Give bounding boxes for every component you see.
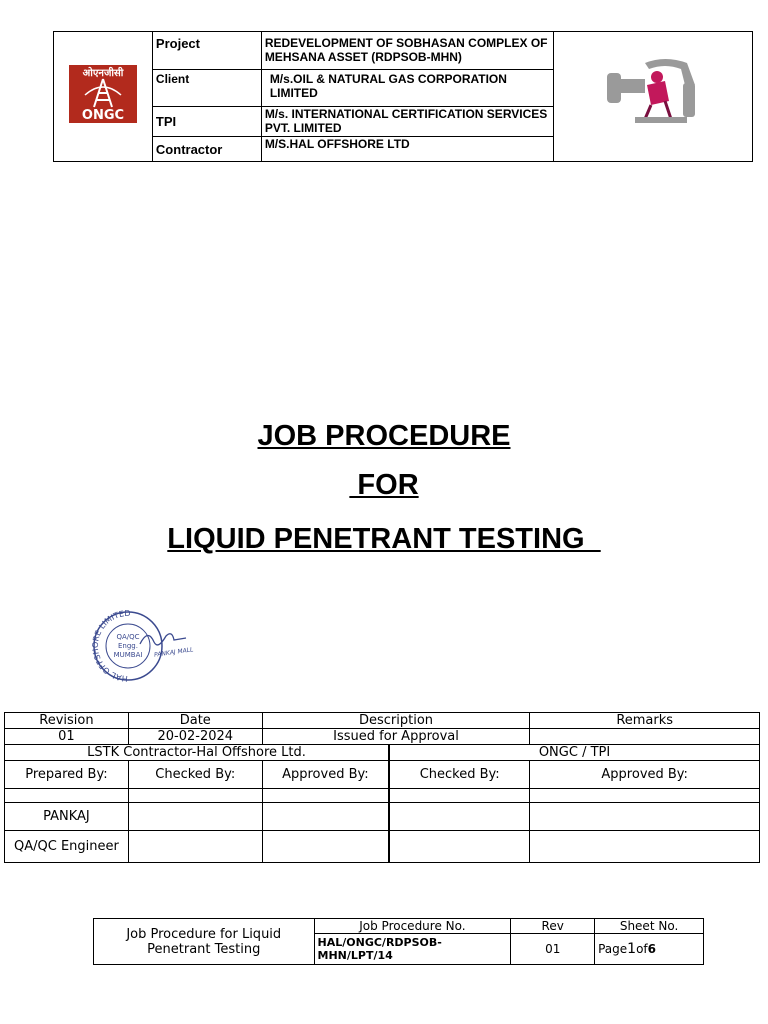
client-label: Client <box>152 70 261 107</box>
prepared-name: PANKAJ <box>5 803 129 831</box>
signature-cell <box>530 789 760 803</box>
ongc-logo-hindi: ओएनजीसी <box>82 68 124 79</box>
date-header: Date <box>128 713 262 729</box>
role-approved: Approved By: <box>262 761 389 789</box>
project-value: REDEVELOPMENT OF SOBHASAN COMPLEX OF MEHSANA ASSET (RDPSOB-MHN) <box>261 32 553 70</box>
contractor-group: LSTK Contractor-Hal Offshore Ltd. <box>5 745 390 761</box>
name-cell <box>389 803 530 831</box>
name-cell <box>128 803 262 831</box>
signature-scribble <box>140 634 186 645</box>
signature-cell <box>389 789 530 803</box>
stamp-inner-1: QA/QC <box>116 633 140 641</box>
signature-cell <box>262 789 389 803</box>
footer-page-total: 6 <box>647 942 657 956</box>
footer-doc-no: HAL/ONGC/RDPSOB-MHN/LPT/14 <box>314 934 511 965</box>
footer-rev: 01 <box>511 934 595 965</box>
designation-cell <box>262 831 389 863</box>
contractor-label: Contractor <box>152 137 261 162</box>
stamp-ring-text: HAL OFFSHORE LIMITED <box>90 608 131 684</box>
stamp-inner-2: Engg. <box>118 642 138 650</box>
designation-cell <box>530 831 760 863</box>
project-label: Project <box>152 32 261 70</box>
ongc-logo <box>69 65 137 123</box>
footer-table <box>93 918 704 965</box>
description-value: Issued for Approval <box>262 729 530 745</box>
ongc-logo-text: ONGC <box>81 108 125 123</box>
role-owner-checked: Checked By: <box>389 761 530 789</box>
client-value: M/s.OIL & NATURAL GAS CORPORATION LIMITED <box>261 70 553 107</box>
prepared-designation: QA/QC Engineer <box>5 831 129 863</box>
stamp-signature-name: PANKAJ MALL <box>153 646 194 659</box>
remarks-header: Remarks <box>530 713 760 729</box>
title-line-1: JOB PROCEDURE <box>257 420 511 452</box>
ongc-logo-cell <box>54 32 153 162</box>
designation-cell <box>128 831 262 863</box>
name-cell <box>530 803 760 831</box>
role-checked: Checked By: <box>128 761 262 789</box>
signature-cell <box>5 789 129 803</box>
qaqc-stamp <box>88 606 212 686</box>
name-cell <box>262 803 389 831</box>
footer-page-number <box>595 934 704 965</box>
tpi-value: M/s. INTERNATIONAL CERTIFICATION SERVICES PVT. LIMITED <box>261 107 553 137</box>
title-line-2: FOR <box>349 469 419 501</box>
footer-doc-title: Job Procedure for Liquid Penetrant Testing <box>94 919 315 965</box>
contractor-value: M/S.HAL OFFSHORE LTD <box>261 137 553 162</box>
remarks-value <box>530 729 760 745</box>
owner-group: ONGC / TPI <box>389 745 759 761</box>
description-header: Description <box>262 713 530 729</box>
stamp-inner-3: MUMBAI <box>113 651 143 659</box>
hal-emblem-cell <box>554 32 753 162</box>
approval-table <box>4 712 760 863</box>
designation-cell <box>389 831 530 863</box>
role-prepared: Prepared By: <box>5 761 129 789</box>
role-owner-approved: Approved By: <box>530 761 760 789</box>
header-table <box>53 31 753 162</box>
hal-emblem-icon <box>605 57 701 131</box>
date-value: 20-02-2024 <box>128 729 262 745</box>
footer-page-current: 1 <box>627 941 637 957</box>
footer-page-of: of <box>636 942 648 956</box>
footer-doc-no-label: Job Procedure No. <box>314 919 511 934</box>
tpi-label: TPI <box>152 107 261 137</box>
footer-sheet-label: Sheet No. <box>595 919 704 934</box>
title-line-3: LIQUID PENETRANT TESTING <box>167 523 601 555</box>
footer-rev-label: Rev <box>511 919 595 934</box>
revision-value: 01 <box>5 729 129 745</box>
signature-cell <box>128 789 262 803</box>
footer-page-prefix: Page <box>598 942 628 956</box>
revision-header: Revision <box>5 713 129 729</box>
